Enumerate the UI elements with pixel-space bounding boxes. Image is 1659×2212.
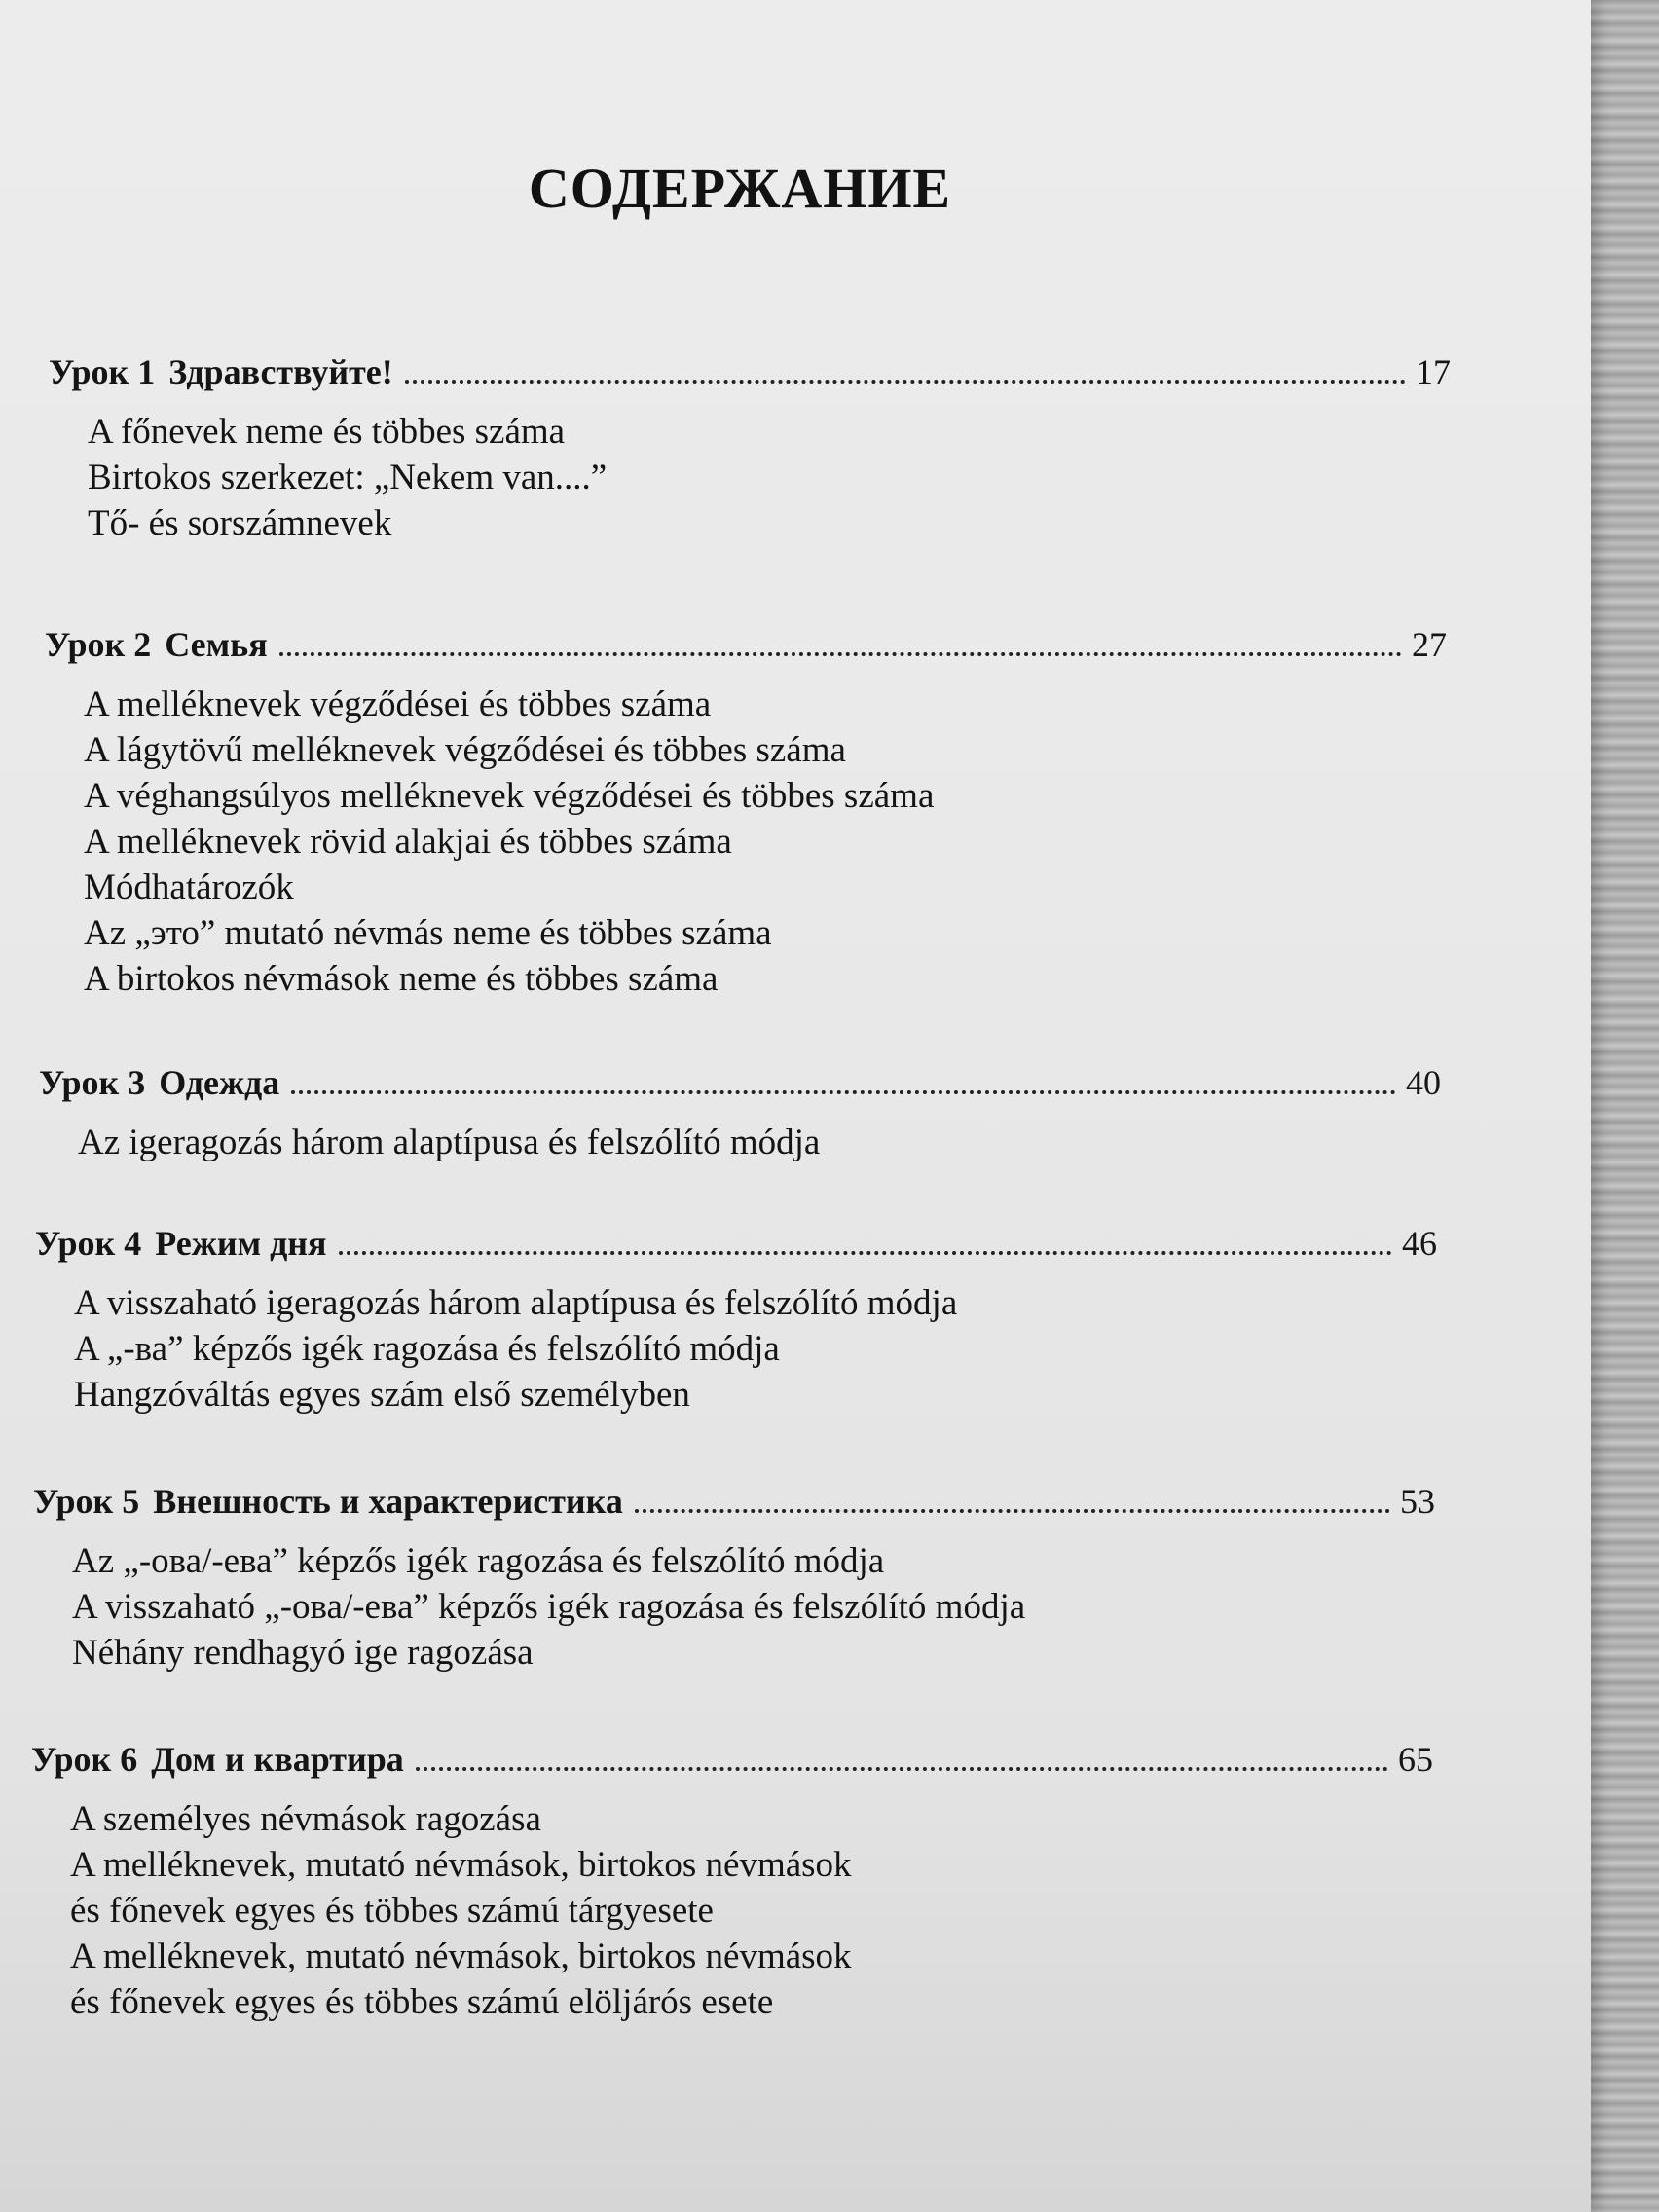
topic-item: Birtokos szerkezet: „Nekem van....” [88, 458, 608, 498]
lesson-topics-list [78, 1120, 1441, 1165]
lesson-topics-list [72, 1538, 1435, 1676]
lesson-entry [35, 1222, 1437, 1418]
lesson-number: Урок 4 [35, 1224, 142, 1263]
topic-item: Az igeragozás három alaptípusa és felszólító módja [78, 1123, 821, 1162]
lesson-page-number: 53 [1400, 1482, 1435, 1521]
lesson-entry [33, 1480, 1435, 1676]
topic-item: és főnevek egyes és többes számú tárgyesete [70, 1891, 714, 1931]
lesson-heading [39, 1061, 1441, 1104]
lesson-topics-list [70, 1796, 1433, 2025]
lesson-number: Урок 6 [31, 1740, 138, 1779]
lesson-topics-list [74, 1280, 1437, 1418]
lesson-heading [45, 623, 1447, 666]
topic-item: A visszaható igeragozás három alaptípusa és felszólító módja [74, 1283, 958, 1323]
lesson-number: Урок 5 [33, 1482, 140, 1521]
topic-item: A véghangsúlyos melléknevek végződései és többes száma [84, 776, 935, 816]
topic-item: Módhatározók [84, 867, 294, 907]
lesson-heading [49, 350, 1451, 393]
lesson-name: Внешность и характеристика [153, 1482, 623, 1521]
lesson-entry [39, 1061, 1441, 1165]
dot-leader [279, 652, 1402, 656]
lesson-name: Здравствуйте! [168, 352, 393, 391]
topic-item: A birtokos névmások neme és többes száma [84, 959, 719, 999]
book-page-edges [1591, 0, 1659, 2212]
topic-item: és főnevek egyes és többes számú elöljárós esete [70, 1982, 774, 2022]
dot-leader [405, 380, 1406, 384]
lesson-topics-list [88, 409, 1451, 546]
lesson-entry [49, 350, 1451, 546]
topic-item: A személyes névmások ragozása [70, 1799, 541, 1839]
lesson-page-number: 17 [1416, 352, 1451, 391]
lesson-page-number: 46 [1402, 1224, 1437, 1263]
lesson-number: Урок 1 [49, 352, 156, 391]
topic-item: A főnevek neme és többes száma [88, 412, 566, 452]
lesson-name: Одежда [159, 1063, 280, 1102]
topic-item: Tő- és sorszámnevek [88, 503, 392, 543]
topic-item: A lágytövű melléknevek végződései és többes száma [84, 730, 846, 770]
topic-item: Hangzóváltás egyes szám első személyben [74, 1375, 690, 1415]
lesson-entry [45, 623, 1447, 1002]
lesson-number: Урок 2 [45, 625, 152, 664]
topic-item: A melléknevek végződései és többes száma [84, 684, 712, 724]
lesson-name: Семья [165, 625, 268, 664]
topic-item: A melléknevek, mutató névmások, birtokos névmások [70, 1936, 852, 1976]
page-title: СОДЕРЖАНИЕ [528, 157, 952, 220]
lesson-heading [33, 1480, 1435, 1523]
lesson-number: Урок 3 [39, 1063, 146, 1102]
topic-item: Az „это” mutató névmás neme és többes száma [84, 913, 772, 953]
topic-item: A „-ва” képzős igék ragozása és felszólító módja [74, 1329, 780, 1369]
topic-item: A visszaható „-ова/-ева” képzős igék ragozása és felszólító módja [72, 1587, 1026, 1627]
topic-item: A melléknevek rövid alakjai és többes száma [84, 822, 732, 862]
topic-item: A melléknevek, mutató névmások, birtokos névmások [70, 1845, 852, 1885]
lesson-page-number: 40 [1406, 1063, 1441, 1102]
dot-leader [635, 1509, 1390, 1513]
lesson-name: Режим дня [155, 1224, 327, 1263]
lesson-entry [31, 1738, 1433, 2025]
lesson-topics-list [84, 682, 1447, 1002]
lesson-page-number: 65 [1398, 1740, 1433, 1779]
dot-leader [416, 1767, 1388, 1771]
dot-leader [339, 1251, 1392, 1255]
lesson-heading [31, 1738, 1433, 1781]
lesson-heading [35, 1222, 1437, 1265]
lesson-page-number: 27 [1412, 625, 1447, 664]
topic-item: Néhány rendhagyó ige ragozása [72, 1633, 534, 1673]
topic-item: Az „-ова/-ева” képzős igék ragozása és felszólító módja [72, 1541, 885, 1581]
lesson-name: Дом и квартира [151, 1740, 404, 1779]
dot-leader [291, 1090, 1396, 1094]
